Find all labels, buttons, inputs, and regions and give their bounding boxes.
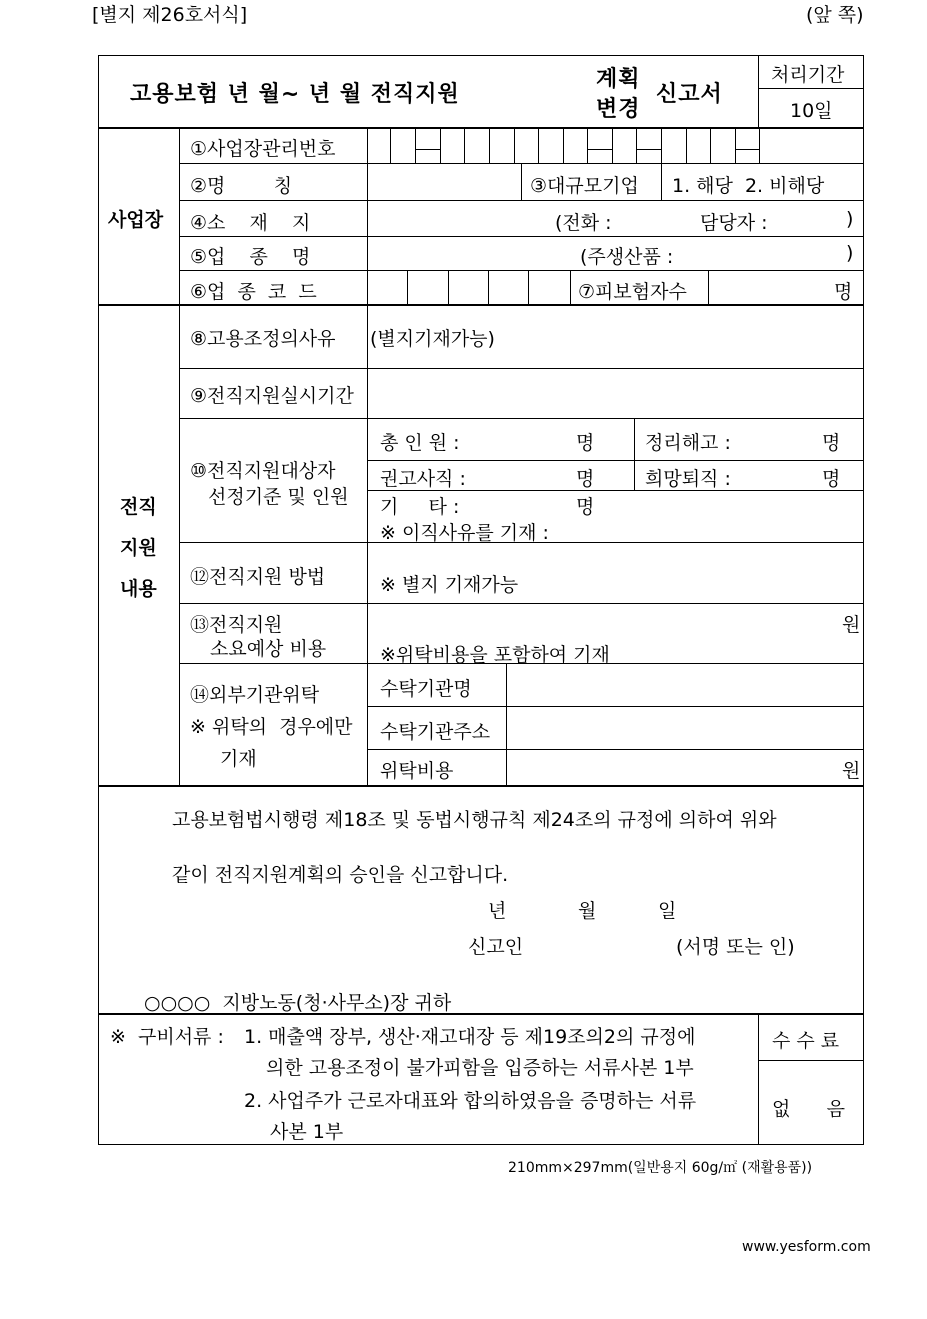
mgmt-number-box-divider <box>735 128 736 163</box>
industry-name-label: ⑤업 종 명 <box>190 246 311 268</box>
declaration-line-2: 같이 전직지원계획의 승인을 신고합니다. <box>172 864 509 886</box>
fee-label: 수 수 료 <box>772 1030 840 1052</box>
section-business-label: 사업장 <box>108 209 164 231</box>
mgmt-number-dash <box>636 149 661 150</box>
processing-period-value: 10일 <box>790 100 833 122</box>
voluntary-retirement-label: 희망퇴직 : <box>645 468 731 490</box>
required-doc-1-line-2: 의한 고용조정이 불가피함을 입증하는 서류사본 1부 <box>266 1057 694 1079</box>
other-label: 기 타 : <box>380 496 460 518</box>
manager-label: 담당자 : <box>700 212 768 234</box>
mgmt-number-box-divider <box>759 128 760 163</box>
phone-label: (전화 : <box>555 212 612 234</box>
separation-reason-note: ※ 이직사유를 기재 : <box>380 522 549 544</box>
mgmt-number-box-divider <box>612 128 613 163</box>
contractor-name-label: 수탁기관명 <box>380 678 472 700</box>
mgmt-number-box-divider <box>710 128 711 163</box>
signature-label: (서명 또는 인) <box>676 936 795 958</box>
form-number: [별지 제26호서식] <box>92 4 248 26</box>
page-side: (앞 쪽) <box>806 4 864 26</box>
location-label: ④소 재 지 <box>190 212 311 234</box>
insured-count-unit: 명 <box>834 281 853 303</box>
recommended-resignation-label: 권고사직 : <box>380 468 466 490</box>
mgmt-number-box-divider <box>415 128 416 163</box>
required-doc-2-line-2: 사본 1부 <box>270 1121 344 1143</box>
outsourcing-cost-unit: 원 <box>842 760 861 782</box>
large-enterprise-label: ③대규모기업 <box>530 175 639 197</box>
location-close-paren: ) <box>846 208 854 230</box>
required-docs-label: ※ 구비서류 : <box>110 1026 224 1048</box>
mgmt-number-dash <box>587 149 612 150</box>
support-method-note: ※ 별지 기재가능 <box>380 574 519 596</box>
outsourcing-label-2: ※ 위탁의 경우에만 <box>190 716 353 738</box>
outsourcing-cost-label: 위탁비용 <box>380 760 454 782</box>
insured-count-label: ⑦피보험자수 <box>578 281 687 303</box>
fee-value: 없 음 <box>772 1098 845 1120</box>
title-plan: 계획 <box>596 67 641 92</box>
outsourcing-label-1: ⑭외부기관위탁 <box>190 684 320 706</box>
target-criteria-label-2: 선정기준 및 인원 <box>208 486 349 508</box>
mgmt-number-dash <box>415 149 440 150</box>
total-staff-label: 총 인 원 : <box>380 432 460 454</box>
mgmt-number-box-divider <box>686 128 687 163</box>
large-enterprise-options[interactable]: 1. 해당 2. 비해당 <box>672 175 825 197</box>
expected-cost-label-1: ⑬전직지원 <box>190 614 283 636</box>
dismissal-label: 정리해고 : <box>645 432 731 454</box>
adjustment-reason-note: (별지기재가능) <box>370 328 495 350</box>
mgmt-number-box-divider <box>563 128 564 163</box>
business-name-label: ②명 칭 <box>190 175 293 197</box>
declaration-line-1: 고용보험법시행령 제18조 및 동법시행규칙 제24조의 규정에 의하여 위와 <box>172 809 777 831</box>
form-title: 고용보험 년 월~ 년 월 전직지원 <box>130 82 460 107</box>
date-month: 월 <box>578 900 597 922</box>
adjustment-reason-label: ⑧고용조정의사유 <box>190 328 336 350</box>
date-year: 년 <box>488 900 507 922</box>
other-unit: 명 <box>576 496 595 518</box>
title-change: 변경 <box>596 97 641 122</box>
paper-spec: 210mm×297mm(일반용지 60g/㎡ (재활용품)) <box>508 1160 813 1176</box>
contractor-address-label: 수탁기관주소 <box>380 721 491 743</box>
outsourcing-label-3: 기재 <box>220 748 257 770</box>
site-url: www.yesform.com <box>742 1239 871 1255</box>
section-support-label-3: 내용 <box>120 578 157 600</box>
voluntary-retirement-unit: 명 <box>822 468 841 490</box>
expected-cost-note: ※위탁비용을 포함하여 기재 <box>380 644 610 666</box>
mgmt-number-box-divider <box>636 128 637 163</box>
mgmt-number-box-divider <box>538 128 539 163</box>
required-doc-1-line-1: 1. 매출액 장부, 생산·재고대장 등 제19조의2의 규정에 <box>244 1026 696 1048</box>
mgmt-number-box-divider <box>587 128 588 163</box>
expected-cost-unit: 원 <box>842 614 861 636</box>
required-doc-2-line-1: 2. 사업주가 근로자대표와 합의하였음을 증명하는 서류 <box>244 1090 697 1112</box>
expected-cost-label-2: 소요예상 비용 <box>210 638 327 660</box>
industry-code-label: ⑥업 종 코 드 <box>190 281 317 303</box>
mgmt-number-dash <box>735 149 759 150</box>
total-staff-unit: 명 <box>576 432 595 454</box>
title-report: 신고서 <box>656 82 723 107</box>
processing-period-label: 처리기간 <box>771 64 845 86</box>
reporter-label: 신고인 <box>468 936 524 958</box>
date-day: 일 <box>658 900 677 922</box>
mgmt-number-box-divider <box>464 128 465 163</box>
mgmt-number-box-divider <box>390 128 391 163</box>
section-support-label-2: 지원 <box>120 537 157 559</box>
main-product-label: (주생산품 : <box>580 246 674 268</box>
mgmt-number-box-divider <box>514 128 515 163</box>
mgmt-number-box-divider <box>440 128 441 163</box>
addressee: ○○○○ 지방노동(청·사무소)장 귀하 <box>144 992 452 1014</box>
support-method-label: ⑫전직지원 방법 <box>190 566 326 588</box>
support-period-label: ⑨전직지원실시기간 <box>190 385 354 407</box>
target-criteria-label-1: ⑩전직지원대상자 <box>190 460 336 482</box>
mgmt-number-box-divider <box>661 128 662 163</box>
dismissal-unit: 명 <box>822 432 841 454</box>
mgmt-number-box-divider <box>489 128 490 163</box>
section-support-label-1: 전직 <box>120 496 157 518</box>
mgmt-number-label: ①사업장관리번호 <box>190 138 336 160</box>
recommended-resignation-unit: 명 <box>576 468 595 490</box>
product-close-paren: ) <box>846 242 854 264</box>
